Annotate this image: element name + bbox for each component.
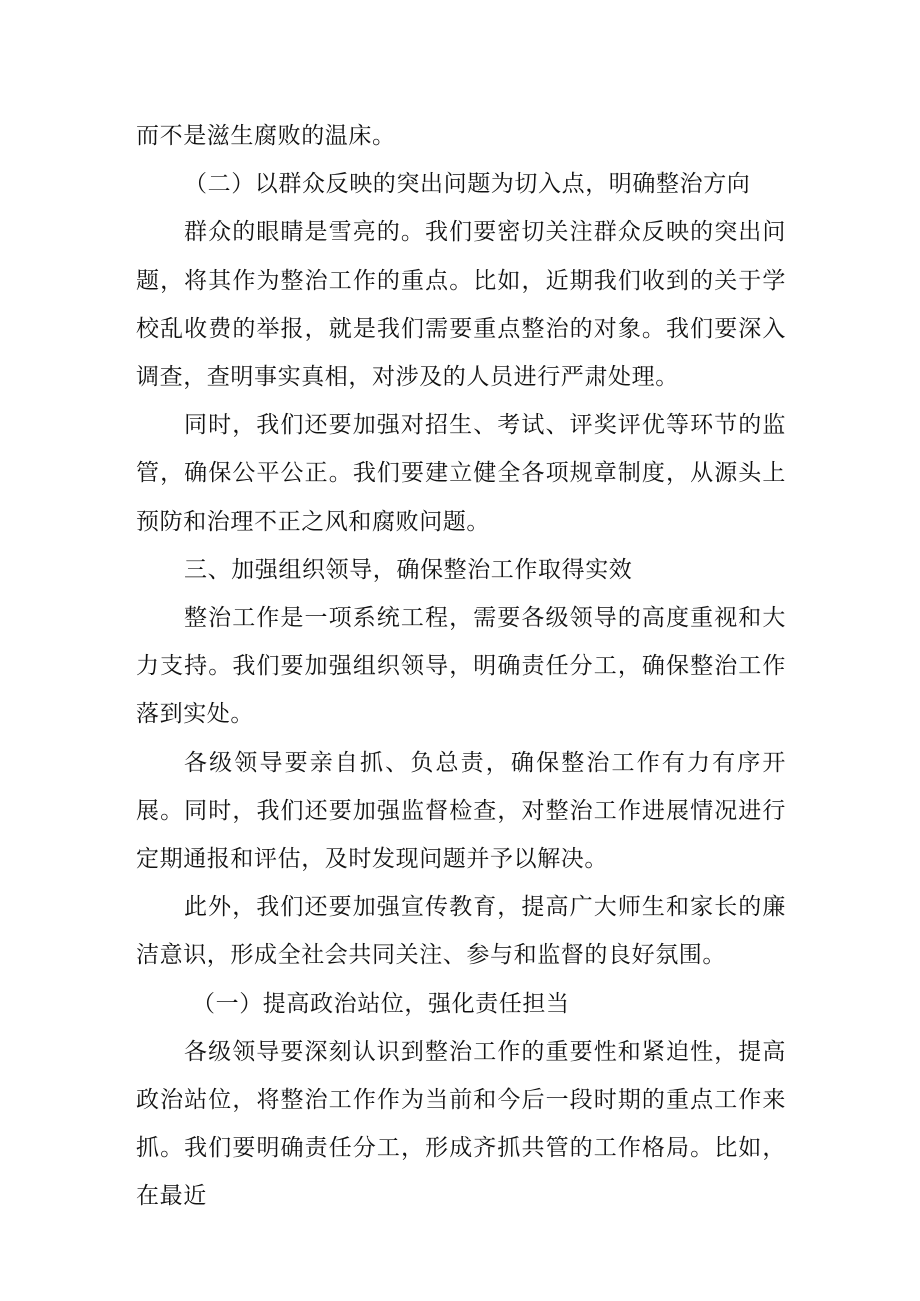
- paragraph: 整治工作是一项系统工程，需要各级领导的高度重视和大力支持。我们要加强组织领导，明确责任分工，确保整治工作落到实处。: [136, 605, 786, 728]
- paragraph: 各级领导要深刻认识到整治工作的重要性和紧迫性，提高政治站位，将整治工作作为当前和今后一段时期的重点工作来抓。我们要明确责任分工，形成齐抓共管的工作格局。比如，在最近: [136, 1038, 786, 1210]
- subsection-heading-1: （一）提高政治站位，强化责任担当: [192, 990, 570, 1017]
- section-heading-3: 三、加强组织领导，确保整治工作取得实效: [184, 556, 633, 583]
- paragraph-continuation: 而不是滋生腐败的温床。: [136, 123, 396, 149]
- paragraph: 此外，我们还要加强宣传教育，提高广大师生和家长的廉洁意识，形成全社会共同关注、参与和监督的良好氛围。: [136, 894, 786, 969]
- document-body: [136, 112, 786, 1221]
- paragraph: 同时，我们还要加强对招生、考试、评奖评优等环节的监管，确保公平公正。我们要建立健全各项规章制度，从源头上预防和治理不正之风和腐败问题。: [136, 412, 786, 535]
- paragraph: 各级领导要亲自抓、负总责，确保整治工作有力有序开展。同时，我们还要加强监督检查，对整治工作进展情况进行定期通报和评估，及时发现问题并予以解决。: [136, 749, 786, 873]
- section-heading-2: （二）以群众反映的突出问题为切入点，明确整治方向: [184, 171, 751, 198]
- paragraph: 群众的眼睛是雪亮的。我们要密切关注群众反映的突出问题，将其作为整治工作的重点。比如，近期我们收到的关于学校乱收费的举报，就是我们需要重点整治的对象。我们要深入调查，查明事实真相，对涉及的人员进行严肃处理。: [136, 219, 786, 391]
